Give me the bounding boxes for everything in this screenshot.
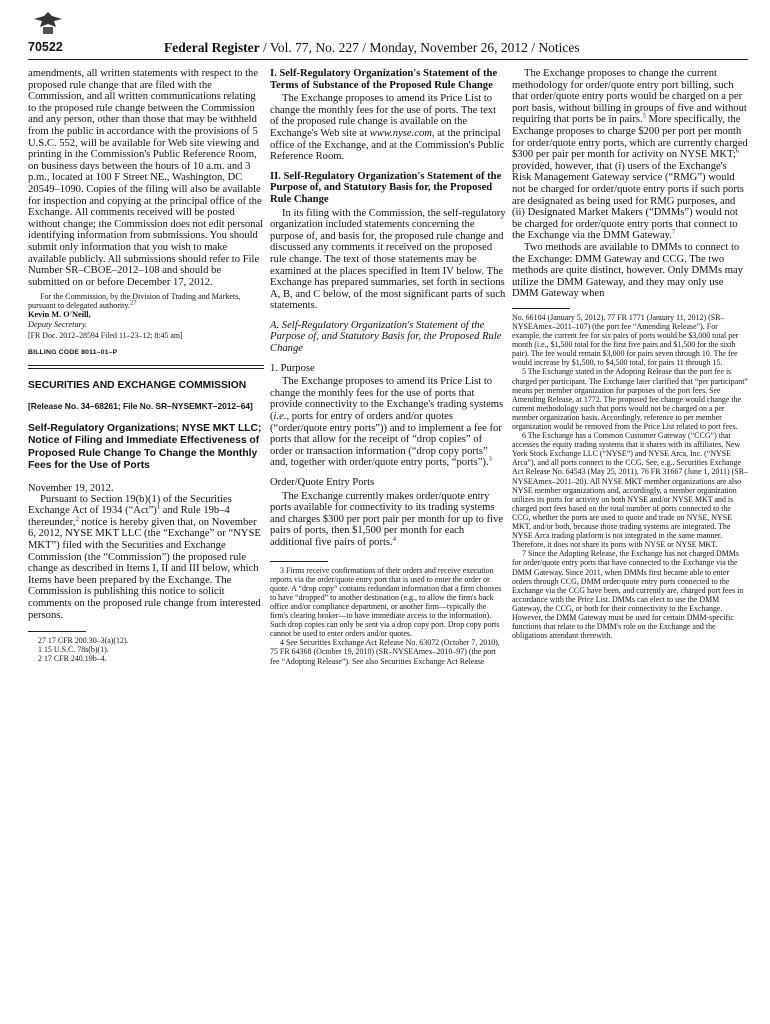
section-divider [28,365,264,366]
pursuant-paragraph: Pursuant to Section 19(b)(1) of the Securities Exchange Act of 1934 (“Act”)$^1$ and Rule 19b–4 thereunder,$^2$ notice is hereby given that, on November 6, 2012, NYSE MKT LLC (the “Exchange” or “NYSE MKT”) filed with the Securities and Exchange Commission (the “Commission”) the proposed rule change as described in Items I, II and III below, which Items have been prepared by the Exchange. The Commission is publishing this notice to solicit comments on the proposed rule change from interested persons. [28,493,261,621]
footnote-3: 3 Firms receive confirmations of their orders and receive execution reports via the order/quote entry port that is used to enter the order or quote. A “drop copy” contains redundant information that a firm chooses to have “dropped” to another destination (e.g., to allow the firm's back office and/or compliance department, or another firm—typically the firm's clearing broker—to have immediate access to the information). Such drop copies can only be sent via a drop copy port. Drop copy ports cannot be used to enter orders and/or quotes. [270,565,502,639]
footnote-ref-5: 5 [642,112,646,120]
footnote-6: 6 The Exchange has a Common Customer Gateway (“CCG”) that accesses the equity trading systems that it shares with its affiliates, New York Stock Exchange LLC (“NYSE”) and NYSE Arca, Inc. (“NYSE Arca”), and all ports connect to the CCG. See, e.g., Securities Exchange Act Release No. 64543 (May 25, 2011), 76 FR 31667 (June 1, 2011) (SR–NYSEAmex–2011–20). All NYSE MKT member organizations are also NYSE member organizations and, accordingly, a member organization utilizes its ports for activity on both NYSE and/or NYSE MKT and is charged port fees based on the total number of ports connected to the CCG, whether the ports are used to quote and trade on NYSE, NYSE MKT, and/or both, because those trading systems are integrated. The NYSE Arca trading platform is not integrated in the same manner. Therefore, it does not share its ports with NYSE or NYSE MKT. [512,431,748,550]
exchange-website: www.nyse.com, [369,127,435,139]
header-title [164,40,580,56]
section-heading-2: II. Self-Regulatory Organization's Statement of the Purpose of, and Statutory Basis for, the Proposed Rule Change [270,170,502,205]
filing-paragraph: In its filing with the Commission, the self-regulatory organization included statements concerning the purpose of, and basis for, the proposed rule change and discussed any comments it received on the proposed rule change. The text of those statements may be examined at the places specified in Item IV below. The Exchange has prepared summaries, set forth in sections A, B, and C below, of the most significant parts of such statements. [270,207,506,312]
terms-paragraph: The Exchange proposes to amend its Price List to change the monthly fees for the use of ports. The text of the proposed rule change is available on the Exchange's Web site at www.nyse.com, at the principal office of the Exchange, and at the Commission's Public Reference Room. [270,93,505,163]
section-heading-1: I. Self-Regulatory Organization's Statement of the Terms of Substance of the Proposed Rule Change [270,68,498,91]
footnote-4: 4 See Securities Exchange Act Release No. 63072 (October 7, 2010), 75 FR 64368 (October 19, 2010) (SR–NYSEAmex–2010–97) (the port fee “Adopting Release”). See also Securities Exchange Act Release [270,638,500,666]
column-1 [28,68,264,1018]
signer-title: Deputy Secretary. [28,320,88,330]
footnote-ref-6: 6 [735,147,740,155]
subsection-heading-a: A. Self-Regulatory Organization's Statement of the Purpose of, and Statutory Basis for, the Proposed Rule Change [270,319,502,355]
footnote-1: 1 15 U.S.C. 78s(b)(1). [38,645,109,655]
header-rule [28,59,748,60]
footnote-ref-27: 27 [129,299,137,307]
document-title: Self-Regulatory Organizations; NYSE MKT LLC; Notice of Filing and Immediate Effectiveness of Proposed Rule Change To Change the Monthly Fees for the Use of Ports [28,422,262,472]
footnote-ref-7: 7 [671,228,676,236]
footnote-7: 7 Since the Adopting Release, the Exchange has not charged DMMs for order/quote entry ports that have connected to the Exchange via the DMM Gateway. Since 2011, when DMMs first became able to enter orders through CCG, DMM order/quote entry ports connected to the Exchange via the CCG have been, and currently are, charged port fees in accordance with the Price List. DMMs can elect to use the DMM Gateway, the CCG, or both for their connectivity to the Exchange. However, the DMM Gateway must be used for certain DMM-specific functions that relate to the DMM's role on the Exchange and the obligations attendant therewith. [512,549,744,641]
footnote-ref-2: 2 [75,515,79,523]
current-fees-paragraph: The Exchange currently makes order/quote entry ports available for connectivity to its trading systems and charges $300 per port pair per month for up to five pairs of ports, then $1,500 per month for each additional five pairs of ports.$^4$ [270,490,504,548]
footnote-rule [512,308,570,309]
footnote-2: 2 17 CFR 240.19b–4. [38,654,107,664]
methodology-paragraph: The Exchange proposes to change the current methodology for order/quote entry port billing, such that order/quote entry ports would be charged on a per port basis, without billing in groups of five and without requiring that ports be in pairs.$^5$ More specifically, the Exchange proposes to charge $200 per port per month for order/quote entry ports, which are currently charged $300 per pair per month for activity on NYSE MKT;$^6$ provided, however, that (i) users of the Exchange's Risk Management Gateway service (“RMG”) would not be charged for order/quote entry ports if such ports are designated as being used for RMG purposes, and (ii) Designated Market Makers (“DMMs”) would not be charged for order/quote entry ports that connect to the Exchange via the DMM Gateway.$^7$ [512,68,748,242]
footnote-ref-3: 3 [488,455,492,463]
signer-name: Kevin M. O'Neill, [28,310,91,320]
column-2 [270,68,506,1018]
footnote-ref-1: 1 [156,503,161,511]
publication-name: Federal Register [164,40,260,55]
gpo-authentication-logo [28,10,68,36]
footnote-4-continued: No. 66104 (January 5, 2012), 77 FR 1771 (January 11, 2012) (SR–NYSEAmex–2011–107) (the port fee “Amending Release”). For example, the current fee for six pairs of ports would be $3,000 total per month (i.e., $1,500 total for the first five pairs and $1,500 for the sixth pair). The fee would remain $3,000 for pairs seven through 10. The fee would increase by $1,500, to $4,500 total, for pairs 11 through 15. [512,312,739,368]
agency-name: SECURITIES AND EXCHANGE COMMISSION [28,379,247,391]
column-3 [512,68,748,1018]
dmm-methods-paragraph: Two methods are available to DMMs to connect to the Exchange: DMM Gateway and CCG. The two methods are quite distinct, however. Only DMMs may utilize the DMM Gateway, and they may only use DMM Gateway when [512,241,743,300]
gpo-eagle-icon [28,10,68,36]
notice-date: November 19, 2012. [28,482,114,494]
fr-doc-line: [FR Doc. 2012–28594 Filed 11–23–12; 8:45 am] [28,331,183,341]
intro-paragraph: amendments, all written statements with respect to the proposed rule change that are filed with the Commission, and all written communications relating to the proposed rule change between the Commission and any person, other than those that may be withheld from the public in accordance with the provisions of 5 U.S.C. 552, will be available for Web site viewing and printing in the Commission's Public Reference Room, on business days between the hours of 10 a.m. and 3 p.m., located at 100 F Street NE., Washington, DC 20549–1090. Copies of the filing will also be available for inspection and copying at the principal office of the Exchange. All comments received will be posted without change; the Commission does not edit personal identifying information from submissions. You should submit only information that you wish to make available publicly. All submissions should refer to File Number SR–CBOE–2012–108 and should be submitted on or before December 17, 2012. [28,68,264,288]
purpose-paragraph: The Exchange proposes to amend its Price List to change the monthly fees for the use of ports that provide connectivity to the Exchange's trading systems (i.e., ports for entry of orders and/or quotes (“order/quote entry ports”)) and to implement a fee for ports that allow for the receipt of “drop copies” of order or transaction information (“drop copy ports” and, together with order/quote entry ports, “ports”).$^3$ [270,376,504,469]
footnote-5: 5 The Exchange stated in the Adopting Release that the port fee is charged per participant. The Exchange later clarified that “per participant” means per member organization for purposes of the port fees. See Amending Release, at 1772. The proposed fee change would change the current methodology such that ports would not be charged on a per member organization basis. Accordingly, reference to per member organization would be removed from the Price List related to port fees. [512,367,748,431]
footnote-rule [270,561,328,562]
footnote-27: 27 17 CFR 200.30–3(a)(12). [38,636,129,646]
purpose-heading: 1. Purpose [270,362,315,374]
release-number: [Release No. 34–68261; File No. SR–NYSEMKT–2012–64] [28,400,253,411]
authority-statement: For the Commission, by the Division of Trading and Markets, pursuant to delegated authority.$^{27}$ [28,292,241,311]
footnote-rule [28,631,86,632]
section-divider-2 [28,368,264,369]
page-number: 70522 [28,40,63,54]
issue-info: / Vol. 77, No. 227 / Monday, November 26, 2012 / Notices [259,40,580,55]
running-header [28,40,748,58]
footnote-ref-4: 4 [392,535,396,543]
billing-code: BILLING CODE 8011–01–P [28,348,118,356]
order-quote-heading: Order/Quote Entry Ports [270,477,375,488]
